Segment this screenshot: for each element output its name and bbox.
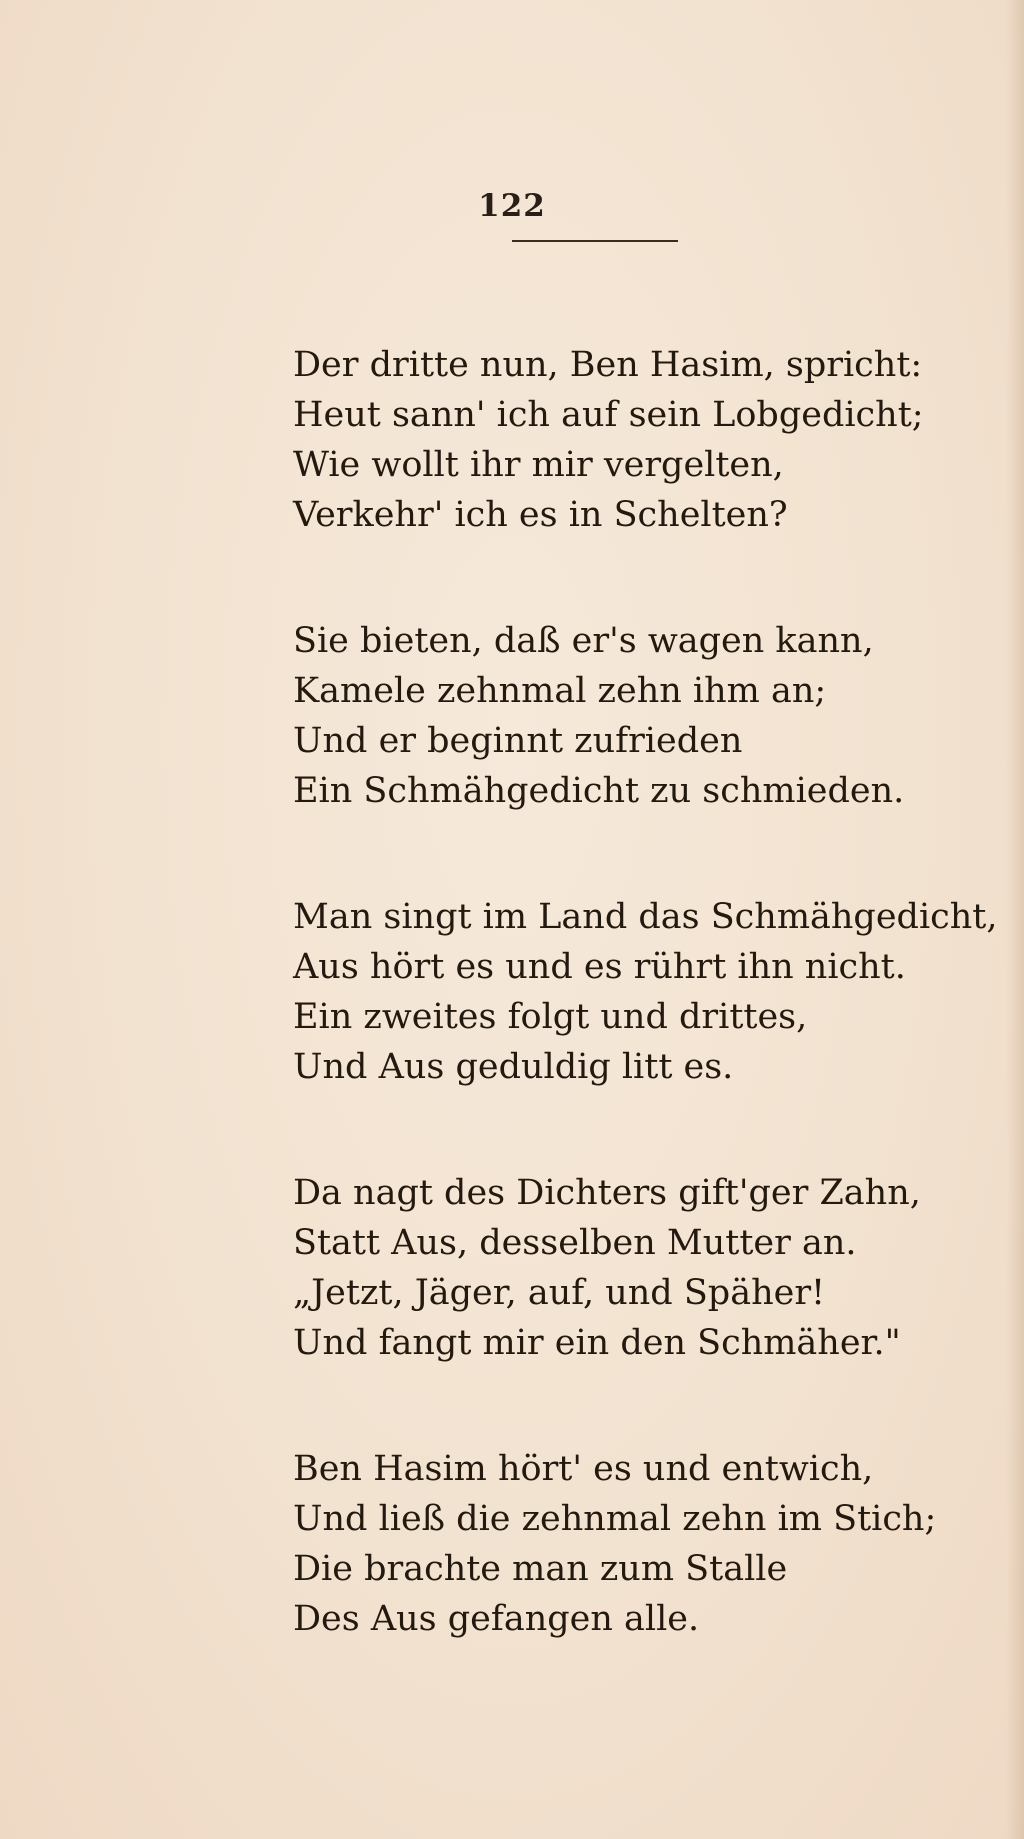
stanza-3 [293, 892, 998, 1092]
poem-line: Heut sann' ich auf sein Lobgedicht; [293, 395, 924, 435]
page-edge-shadow [1006, 0, 1024, 1839]
poem-line: „Jetzt, Jäger, auf, und Späher! [293, 1273, 826, 1313]
poem-line: Statt Aus, desselben Mutter an. [293, 1223, 857, 1263]
stanza-1 [293, 340, 933, 540]
poem [293, 340, 998, 1720]
stanza-5 [293, 1444, 937, 1644]
poem-line: Und ließ die zehnmal zehn im Stich; [293, 1499, 937, 1539]
poem-line: Man singt im Land das Schmähgedicht, [293, 897, 998, 937]
poem-line: Da nagt des Dichters gift'ger Zahn, [293, 1173, 921, 1213]
poem-line: Und fangt mir ein den Schmäher." [293, 1323, 901, 1363]
poem-line: Ben Hasim hört' es und entwich, [293, 1449, 874, 1489]
poem-line: Ein zweites folgt und drittes, [293, 997, 808, 1037]
poem-line: Ein Schmähgedicht zu schmieden. [293, 771, 905, 811]
poem-line: Aus hört es und es rührt ihn nicht. [293, 947, 906, 987]
poem-line: Die brachte man zum Stalle [293, 1549, 788, 1589]
stanza-2 [293, 616, 933, 816]
poem-line: Wie wollt ihr mir vergelten, [293, 445, 784, 485]
poem-line: Und Aus geduldig litt es. [293, 1047, 734, 1087]
poem-line: Und er beginnt zufrieden [293, 721, 743, 761]
poem-line: Des Aus gefangen alle. [293, 1599, 700, 1639]
page-number: 122 [478, 188, 546, 224]
poem-line: Verkehr' ich es in Schelten? [293, 495, 788, 535]
header-rule [512, 240, 678, 242]
stanza-4 [293, 1168, 933, 1368]
poem-line: Sie bieten, daß er's wagen kann, [293, 621, 874, 661]
poem-line: Der dritte nun, Ben Hasim, spricht: [293, 345, 923, 385]
poem-line: Kamele zehnmal zehn ihm an; [293, 671, 827, 711]
